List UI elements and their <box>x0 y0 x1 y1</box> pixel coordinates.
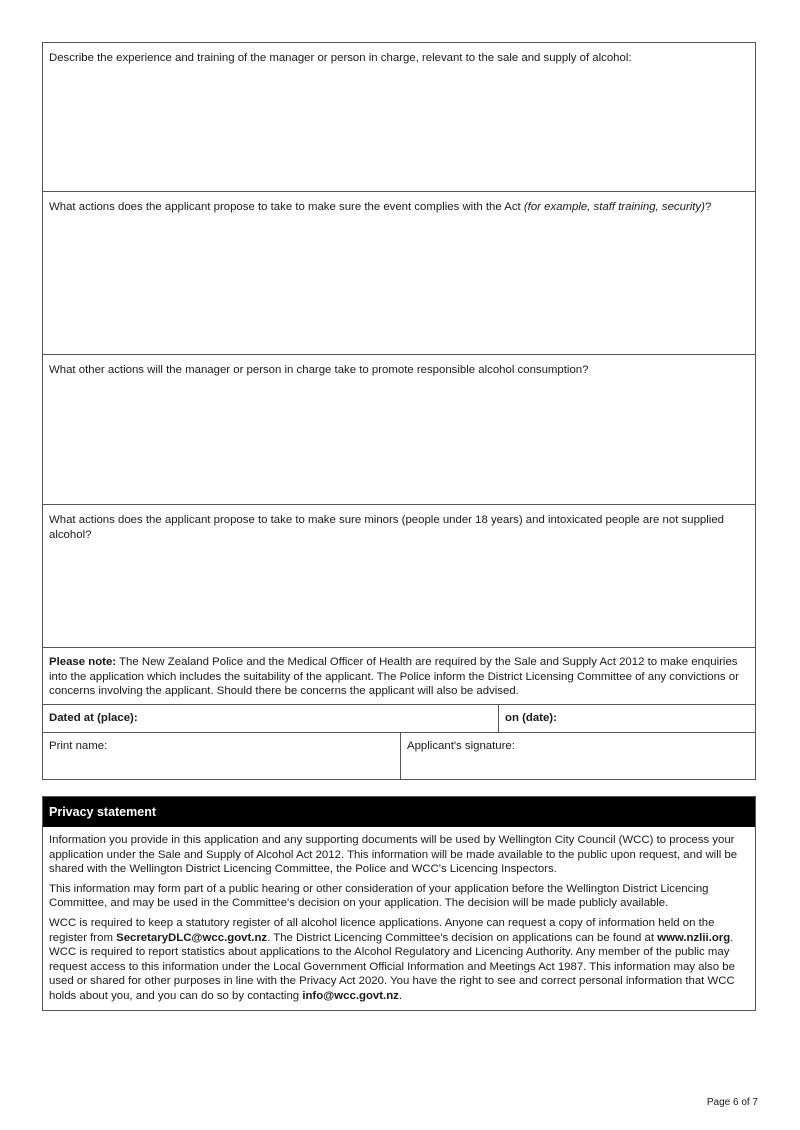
experience-field[interactable] <box>43 43 755 192</box>
privacy-title: Privacy statement <box>43 797 755 827</box>
text: . WCC is required to report statistics about applications to the Alcohol Regulatory and Licencing Authority. Any member of the public may request access to this information under the Local Government Official Information and Meetings Act 1987. This information may also be used or shared for other purposes in line with the Privacy Act 2020. You have the right to see and correct personal information that WCC holds about you, and you can do so by contacting <box>49 931 735 1002</box>
page-number: Page 6 of 7 <box>706 1097 758 1108</box>
signature-row <box>43 733 755 779</box>
text: . <box>398 989 403 1002</box>
on-date-label: on (date): <box>505 712 557 724</box>
responsible-consumption-field[interactable] <box>43 355 755 505</box>
privacy-paragraph <box>49 916 749 1004</box>
compliance-actions-field[interactable] <box>43 192 755 355</box>
application-form-table <box>42 42 756 780</box>
secretary-email-link[interactable]: SecretaryDLC@wcc.govt.nz <box>116 931 268 944</box>
signature-field[interactable] <box>401 733 755 779</box>
question-end: ? <box>704 201 712 213</box>
note-text: The New Zealand Police and the Medical Officer of Health are required by the Sale and Supply Act 2012 to make enquiries into the application which includes the suitability of the applicant. The Police inform the District Licensing Committee of any convictions or concerns involving the applicant. Should there be concerns the applicant will also be advised. <box>49 656 739 698</box>
print-name-field[interactable] <box>43 733 401 779</box>
please-note <box>43 648 755 705</box>
privacy-paragraph: This information may form part of a public hearing or other consideration of your application before the Wellington District Licencing Committee, and may be used in the Committee's decision on your application. The decision will be made publicly available. <box>49 882 709 910</box>
text: . The District Licencing Committee's decision on applications can be found at <box>267 931 658 944</box>
note-label: Please note: <box>49 656 117 668</box>
dated-at-field[interactable] <box>43 705 499 732</box>
privacy-paragraph: Information you provide in this application and any supporting documents will be used by Wellington City Council (WCC) to process your application under the Sale and Supply of Alcohol Act 2012. This information will be made available to the public upon request, and will be shared with the Wellington District Licencing Committee, the Police and WCC's Licencing Inspectors. <box>49 834 738 876</box>
info-email-link[interactable]: info@wcc.govt.nz <box>302 989 399 1002</box>
question-label: What actions does the applicant propose to take to make sure minors (people under 18 years) and intoxicated people are not supplied alcohol? <box>49 514 724 541</box>
question-example: (for example, staff training, security) <box>523 201 705 213</box>
question-label: Describe the experience and training of the manager or person in charge, relevant to the sale and supply of alcohol: <box>49 52 632 64</box>
print-name-label: Print name: <box>49 740 108 752</box>
nzlii-link[interactable]: www.nzlii.org <box>657 931 731 944</box>
text: WCC is required to keep a statutory register of all alcohol licence applications. Anyone can request a copy of information held on the register from <box>49 916 715 944</box>
minors-intoxicated-field[interactable] <box>43 505 755 648</box>
date-row <box>43 705 755 733</box>
on-date-field[interactable] <box>499 705 755 732</box>
dated-at-label: Dated at (place): <box>49 712 138 724</box>
question-label: What actions does the applicant propose to take to make sure the event complies with the Act <box>49 201 524 213</box>
question-label: What other actions will the manager or person in charge take to promote responsible alcohol consumption? <box>49 364 589 376</box>
privacy-statement <box>42 796 756 1011</box>
signature-label: Applicant's signature: <box>407 740 515 752</box>
